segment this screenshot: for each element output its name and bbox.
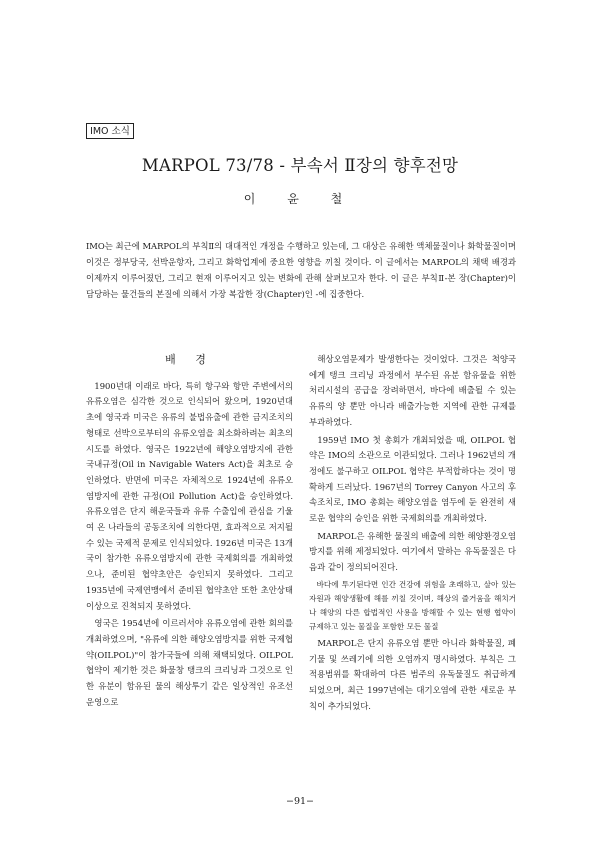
author-name: 이 윤 철 bbox=[243, 192, 357, 206]
article-title: MARPOL 73/78 - 부속서 Ⅱ장의 향후전망 bbox=[141, 156, 459, 175]
page-number: −91− bbox=[285, 796, 314, 807]
definition-quote: 바다에 투기된다면 인간 건강에 위험을 초래하고, 살아 있는 자원과 해양생활에 해를 끼칠 것이며, 해상의 즐거움을 해치거나 해양의 다른 합법적인 사용을 방해할 수 있는 현행 협약이 규제하고 있는 물질을 포함한 모든 물질 bbox=[309, 579, 516, 631]
section-heading: 배 경 bbox=[165, 353, 214, 366]
abstract: IMO는 최근에 MARPOL의 부칙Ⅱ의 대대적인 개정을 수행하고 있는데, 그 대상은 유해한 액체물질이나 화학물질이며 이것은 정부당국, 선박운항자, 그리고 화학업계에 중요한 영향을 끼칠 것이다. 이 글에서는 MARPOL의 채택 배경과 이제까지 이루어졌던, 그리고 현재 이루어지고 있는 변화에 관해 살펴보고자 한다. 이 글은 부칙Ⅱ-본 장(Chapter)이 담당하는 물건들의 본질에 의해서 가장 복잡한 장(Chapter)인 -에 집중한다. bbox=[86, 241, 516, 299]
body-paragraph: 해상오염문제가 발생한다는 것이었다. 그것은 척양국에게 탱크 크리닝 과정에서 부수된 유분 함유물을 위한 처리시설의 공급을 장려하면서, 바다에 배출될 수 있는 유류의 양 뿐만 아니라 배출가능한 지역에 관한 규제를 부과하였다. bbox=[309, 354, 516, 427]
body-paragraph: 1900년대 이래로 바다, 특히 항구와 항만 주변에서의 유류오염은 심각한 것으로 인식되어 왔으며, 1920년대 초에 영국과 미국은 유류의 불법유출에 관한 금지조치의 형태로 선박으로부터의 유류오염을 최소화하려는 최초의 시도를 하였다. 영국은 1922년에 해양오염방지에 관한 국내규정(Oil in Navigable Waters Act)을 최초로 승인하였다. 반면에 미국은 자체적으로 1924년에 유류오염방지에 관한 규정(Oil Pollution Act)을 승인하였다. 유류오염은 단지 해운국들과 유류 수출입에 관심을 기울여 온 나라들의 공동조치에 의한다면, 효과적으로 저지될 수 있는 국제적 문제로 인식되었다. 1926년 미국은 13개국이 참가한 유류오염방지에 관한 국제회의를 개최하였으나, 준비된 협약초안은 승인되지 못하였다. 그리고 1935년에 국제연맹에서 준비된 협약초안 또한 초안상태 이상으로 진척되지 못하였다. bbox=[86, 380, 293, 611]
section-badge: IMO 소식 bbox=[86, 123, 134, 139]
body-paragraph: 1959년 IMO 첫 총회가 개최되었을 때, OILPOL 협약은 IMO의 소관으로 이관되었다. 그러나 1962년의 개정에도 불구하고 OILPOL 협약은 부적합하다는 것이 명확하게 드러났다. 1967년의 Torrey Canyon 사고의 후속조치로, IMO 총회는 해양오염을 염두에 둔 완전히 새로운 협약의 승인을 위한 국제회의를 개최하였다. bbox=[309, 434, 516, 524]
left-column bbox=[86, 346, 293, 712]
body-paragraph: MARPOL은 단지 유류오염 뿐만 아니라 화학물질, 폐기물 및 쓰레기에 의한 오염까지 명시하였다. 부칙은 그 적용범위를 확대하여 다른 범주의 유독물질도 취급하게 되었으며, 최근 1997년에는 대기오염에 관한 새로운 부칙이 추가되었다. bbox=[309, 637, 516, 711]
body-paragraph: MARPOL은 유해한 물질의 배출에 의한 해양환경오염방지를 위해 제정되었다. 여기에서 말하는 유독물질은 다음과 같이 정의되어진다. bbox=[309, 530, 516, 573]
body-paragraph: 영국은 1954년에 이르러서야 유류오염에 관한 회의를 개최하였으며, "유류에 의한 해양오염방지를 위한 국제협약(OILPOL)"이 참가국들에 의해 채택되었다. OILPOL 협약이 제기한 것은 화물창 탱크의 크리닝과 그것으로 인한 유분이 함유된 물의 해상투기 같은 일상적인 유조선 운영으로 bbox=[86, 618, 293, 707]
right-column bbox=[309, 352, 516, 716]
